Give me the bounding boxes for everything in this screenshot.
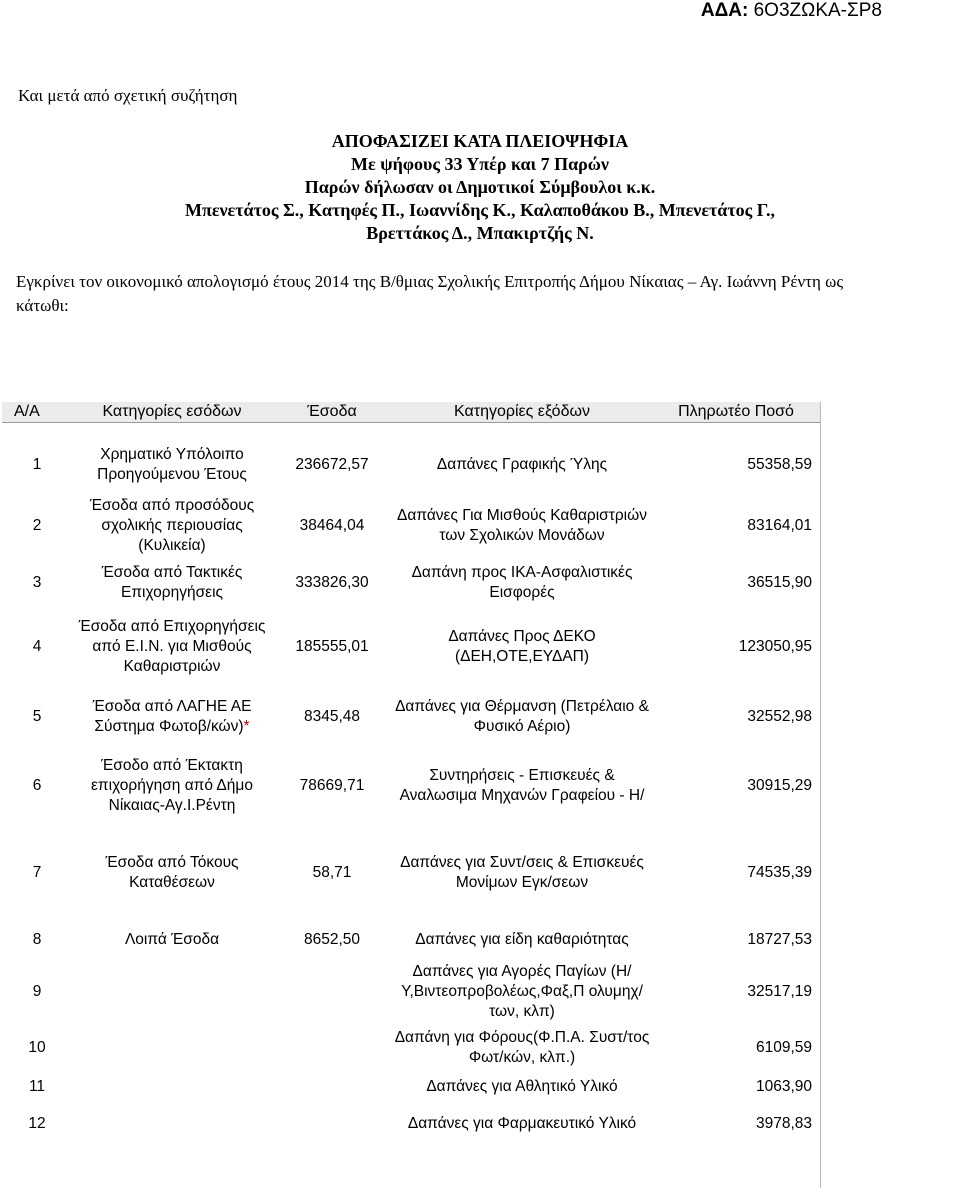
income-amount: [272, 605, 392, 689]
payable-amount-text: 3978,83: [755, 1115, 812, 1132]
payable-amount: [652, 919, 820, 961]
decision-line-4: Μπενετάτος Σ., Κατηφές Π., Ιωαννίδης Κ., Καλαποθάκου Β., Μπενετάτος Γ.,: [184, 200, 776, 220]
payable-amount-text: 123050,95: [738, 638, 812, 655]
payable-amount: [652, 689, 820, 745]
income-category: [72, 745, 272, 827]
table-row: [2, 919, 820, 961]
income-amount: [272, 745, 392, 827]
income-amount-text: 236672,57: [295, 456, 369, 473]
expense-category-text: Δαπάνη για Φόρους(Φ.Π.Α. Συστ/τος Φωτ/κών, κλπ.): [394, 1029, 650, 1066]
income-category-text: Έσοδα από προσόδους σχολικής περιουσίας (Κυλικεία): [89, 497, 255, 554]
payable-amount-text: 32552,98: [747, 708, 812, 725]
income-category: [72, 491, 272, 561]
table-row: [2, 1023, 820, 1073]
row-number-text: 1: [32, 456, 42, 473]
header-expense-categories: Κατηγορίες εξόδων: [392, 402, 652, 423]
payable-amount: [652, 1023, 820, 1073]
income-amount-text: 78669,71: [299, 777, 365, 794]
income-amount: [272, 561, 392, 605]
header-aa: Α/Α: [2, 402, 72, 423]
expense-category-text: Συντηρήσεις - Επισκευές & Αναλωσιμα Μηχανών Γραφείου - Η/: [399, 767, 645, 804]
row-number: [2, 605, 72, 689]
approval-line-1: Εγκρίνει τον οικονομικό απολογισμό έτους 2014 της Β/θμιας Σχολικής Επιτροπής Δήμου Νίκαιας – Αγ. Ιωάννη Ρέντη ως: [16, 272, 844, 291]
payable-amount-text: 30915,29: [747, 777, 812, 794]
payable-amount-text: 32517,19: [747, 983, 812, 1000]
payable-amount: [652, 827, 820, 919]
row-number: [2, 827, 72, 919]
income-amount: [272, 491, 392, 561]
approval-line-2: κάτωθι:: [16, 296, 69, 315]
income-category: [72, 1101, 272, 1147]
table-row: [2, 1073, 820, 1101]
income-amount: [272, 919, 392, 961]
payable-amount: [652, 439, 820, 491]
income-amount: [272, 961, 392, 1023]
decision-line-5: Βρεττάκος Δ., Μπακιρτζής Ν.: [366, 223, 594, 243]
row-number: [2, 1073, 72, 1101]
row-number-text: 12: [28, 1115, 46, 1132]
income-category-text: Έσοδα από Τακτικές Επιχορηγήσεις: [101, 564, 243, 601]
income-amount-text: 58,71: [312, 864, 352, 881]
header-income: Έσοδα: [272, 402, 392, 423]
table-body: [2, 439, 820, 1147]
header-payable-amount: Πληρωτέο Ποσό: [652, 402, 820, 423]
income-amount-text: 8345,48: [303, 708, 361, 725]
intro-text: Και μετά από σχετική συζήτηση: [18, 86, 238, 105]
expense-category: [392, 961, 652, 1023]
expense-category-text: Δαπάνες Για Μισθούς Καθαριστριών των Σχολικών Μονάδων: [397, 507, 647, 544]
income-category: [72, 605, 272, 689]
header-income-categories: Κατηγορίες εσόδων: [72, 402, 272, 423]
income-amount: [272, 827, 392, 919]
table-row: [2, 561, 820, 605]
income-amount: [272, 1101, 392, 1147]
income-amount: [272, 689, 392, 745]
decision-line-1: ΑΠΟΦΑΣΙΖΕΙ ΚΑΤΑ ΠΛΕΙΟΨΗΦΙΑ: [331, 131, 629, 151]
income-amount-text: 8652,50: [303, 931, 361, 948]
income-amount: [272, 1073, 392, 1101]
expense-category: [392, 919, 652, 961]
row-number-text: 8: [32, 931, 42, 948]
payable-amount-text: 83164,01: [747, 517, 812, 534]
expense-category-text: Δαπάνες Προς ΔΕΚΟ (ΔΕΗ,ΟΤΕ,ΕΥΔΑΠ): [448, 628, 596, 665]
payable-amount-text: 18727,53: [747, 931, 812, 948]
row-number: [2, 1101, 72, 1147]
row-number: [2, 961, 72, 1023]
expense-category-text: Δαπάνες για Θέρμανση (Πετρέλαιο & Φυσικό Αέριο): [395, 698, 649, 735]
row-number: [2, 745, 72, 827]
row-number: [2, 491, 72, 561]
expense-category-text: Δαπάνες για Συντ/σεις & Επισκευές Μονίμων Εγκ/σεων: [400, 854, 644, 891]
payable-amount: [652, 961, 820, 1023]
row-number-text: 7: [32, 864, 42, 881]
row-number-text: 6: [32, 777, 42, 794]
expense-category: [392, 827, 652, 919]
income-amount: [272, 1023, 392, 1073]
income-category-text: Έσοδα από Επιχορηγήσεις από Ε.Ι.Ν. για Μισθούς Καθαριστριών: [78, 618, 266, 675]
header-spacer: [2, 423, 820, 440]
ada-header: [701, 0, 882, 22]
expense-category-text: Δαπάνες για είδη καθαριότητας: [415, 931, 629, 948]
expense-category-text: Δαπάνες για Φαρμακευτικό Υλικό: [407, 1115, 637, 1132]
table-row: [2, 491, 820, 561]
income-category-text: Χρηματικό Υπόλοιπο Προηγούμενου Έτους: [97, 446, 247, 483]
expense-category: [392, 605, 652, 689]
row-number: [2, 561, 72, 605]
payable-amount: [652, 1073, 820, 1101]
footnote-marker: *: [243, 718, 250, 735]
table-row: [2, 961, 820, 1023]
expense-category: [392, 561, 652, 605]
decision-line-3: Παρών δήλωσαν οι Δημοτικοί Σύμβουλοι κ.κ.: [304, 177, 656, 197]
row-number-text: 10: [28, 1039, 46, 1056]
payable-amount-text: 55358,59: [747, 456, 812, 473]
payable-amount: [652, 491, 820, 561]
expense-category: [392, 439, 652, 491]
payable-amount: [652, 745, 820, 827]
income-category-text: Λοιπά Έσοδα: [124, 931, 220, 948]
expense-category-text: Δαπάνη προς ΙΚΑ-Ασφαλιστικές Εισφορές: [411, 564, 633, 601]
expense-category: [392, 491, 652, 561]
income-category: [72, 961, 272, 1023]
income-category: [72, 919, 272, 961]
row-number-text: 11: [28, 1078, 46, 1095]
table-right-border: [820, 402, 821, 1188]
row-number-text: 2: [32, 517, 42, 534]
expense-category: [392, 689, 652, 745]
payable-amount-text: 6109,59: [755, 1039, 812, 1056]
decision-block: [0, 130, 960, 245]
income-amount-text: 38464,04: [299, 517, 365, 534]
income-category: [72, 689, 272, 745]
row-number: [2, 1023, 72, 1073]
expense-category: [392, 1101, 652, 1147]
row-number: [2, 689, 72, 745]
row-number-text: 4: [32, 638, 42, 655]
table-row: [2, 827, 820, 919]
income-amount-text: 333826,30: [295, 574, 369, 591]
row-number-text: 5: [32, 708, 42, 725]
ada-code: 6Ο3ΖΩΚΑ-ΣΡ8: [753, 0, 882, 21]
income-category: [72, 439, 272, 491]
table-row: [2, 745, 820, 827]
income-category: [72, 1023, 272, 1073]
income-category: [72, 827, 272, 919]
income-amount: [272, 439, 392, 491]
table-header-row: [2, 402, 820, 423]
income-category-text: Έσοδο από Έκτακτη επιχορήγηση από Δήμο Νίκαιας-Αγ.Ι.Ρέντη: [91, 757, 253, 814]
expense-category: [392, 1023, 652, 1073]
income-category: [72, 1073, 272, 1101]
expense-category-text: Δαπάνες για Αθλητικό Υλικό: [426, 1078, 618, 1095]
row-number: [2, 919, 72, 961]
payable-amount-text: 1063,90: [755, 1078, 812, 1095]
expense-category-text: Δαπάνες για Αγορές Παγίων (Η/Υ,Βιντεοπροβολέως,Φαξ,Π ολυμηχ/των, κλπ): [401, 963, 643, 1020]
approval-paragraph: [16, 270, 956, 318]
income-category-text: Έσοδα από ΛΑΓΗΕ ΑΕ Σύστημα Φωτοβ/κών): [92, 698, 252, 735]
budget-table: [2, 402, 820, 1147]
payable-amount-text: 36515,90: [747, 574, 812, 591]
expense-category: [392, 1073, 652, 1101]
income-category: [72, 561, 272, 605]
payable-amount: [652, 605, 820, 689]
income-category-text: Έσοδα από Τόκους Καταθέσεων: [105, 854, 239, 891]
table-row: [2, 439, 820, 491]
row-number-text: 9: [32, 983, 42, 1000]
ada-label: ΑΔΑ:: [700, 0, 749, 21]
payable-amount: [652, 561, 820, 605]
row-number: [2, 439, 72, 491]
table-row: [2, 605, 820, 689]
decision-line-2: Με ψήφους 33 Υπέρ και 7 Παρών: [351, 154, 609, 174]
expense-category: [392, 745, 652, 827]
row-number-text: 3: [32, 574, 42, 591]
expense-category-text: Δαπάνες Γραφικής Ύλης: [436, 456, 608, 473]
payable-amount: [652, 1101, 820, 1147]
table-row: [2, 689, 820, 745]
table-row: [2, 1101, 820, 1147]
income-amount-text: 185555,01: [295, 638, 369, 655]
payable-amount-text: 74535,39: [747, 864, 812, 881]
